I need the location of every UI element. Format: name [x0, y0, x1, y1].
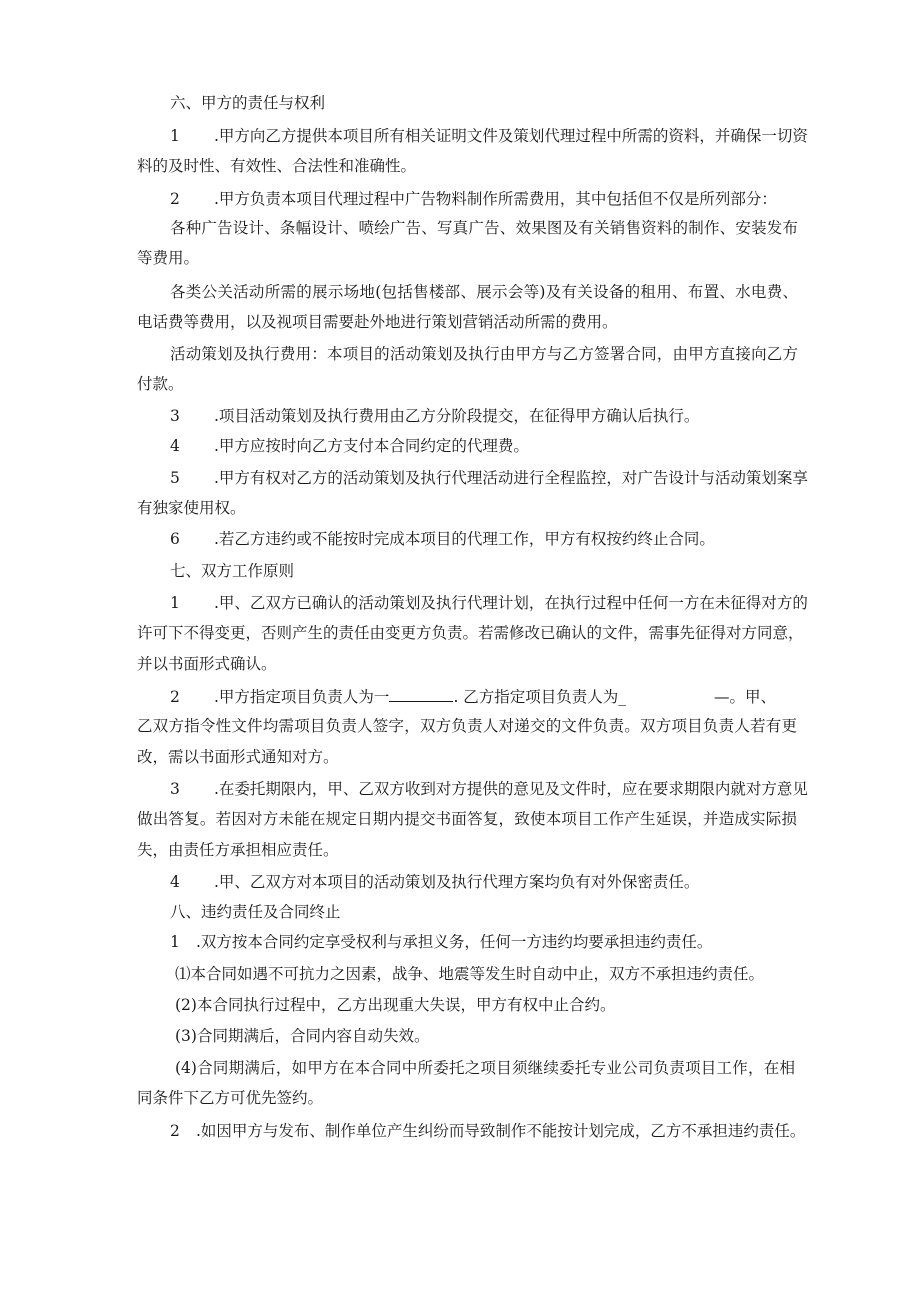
s7-item-1 [170, 592, 808, 614]
s6-item-2-sub2-cont: 电话费等费用，以及视项目需要赴外地进行策划营销活动所需的费用。 [137, 313, 618, 331]
s7-item-2 [170, 685, 798, 708]
item-number: 1 [170, 933, 180, 951]
item-number: 2 [170, 688, 180, 706]
item-text: .双方按本合同约定享受权利与承担义务，任何一方违约均要承担违约责任。 [196, 933, 713, 951]
item-text: .甲、乙双方对本项目的活动策划及执行代理方案均负有对外保密责任。 [214, 873, 700, 891]
s6-item-3 [170, 405, 798, 427]
s7-item-3-cont2: 失，由责任方承担相应责任。 [137, 841, 339, 859]
s8-sub-4: (4)合同期满后，如甲方在本合同中所委托之项目须继续委托专业公司负责项目工作，在相 [175, 1059, 795, 1077]
item-number: 4 [170, 873, 180, 891]
s8-sub-2: (2)本合同执行过程中，乙方出现重大失误，甲方有权中止合约。 [175, 996, 616, 1014]
item-number: 1 [170, 594, 180, 612]
item-number: 2 [170, 190, 180, 208]
s7-item-1-cont: 许可下不得变更，否则产生的责任由变更方负责。若需修改已确认的文件，需事先征得对方同意， [137, 624, 804, 642]
section-7-heading: 七、双方工作原则 [170, 562, 295, 580]
s6-item-2-sub3: 活动策划及执行费用：本项目的活动策划及执行由甲方与乙方签署合同，由甲方直接向乙方 [170, 345, 798, 363]
item-number: 3 [170, 407, 180, 425]
section-6-heading: 六、甲方的责任与权利 [170, 94, 326, 112]
item-number: 5 [170, 469, 180, 487]
s6-item-1 [170, 125, 808, 147]
section-8-heading: 八、违约责任及合同终止 [170, 903, 341, 921]
s6-item-2-sub1: 各种广告设计、条幅设计、喷绘广告、写真广告、效果图及有关销售资料的制作、安装发布 [170, 219, 798, 237]
s8-sub-3: (3)合同期满后，合同内容自动失效。 [175, 1027, 430, 1045]
s6-item-6 [170, 528, 798, 550]
s7-item-3 [170, 778, 808, 800]
item-text: —。甲、 [714, 688, 777, 706]
item-number: 6 [170, 530, 180, 548]
item-text: .在委托期限内，甲、乙双方收到对方提供的意见及文件时，应在要求期限内就对方意见 [214, 780, 808, 798]
item-text: .甲方向乙方提供本项目所有相关证明文件及策划代理过程中所需的资料，并确保一切资 [214, 127, 808, 145]
item-text: .甲方应按时向乙方支付本合同约定的代理费。 [214, 437, 529, 455]
s7-item-2-cont2: 改，需以书面形式通知对方。 [137, 748, 339, 766]
s8-sub-4-cont: 同条件下乙方可优先签约。 [137, 1089, 324, 1107]
s6-item-2 [170, 188, 798, 210]
item-number: 2 [170, 1122, 180, 1140]
item-text: . 乙方指定项目负责人为_ [453, 688, 627, 706]
s6-item-2-sub3-cont: 付款。 [137, 375, 184, 393]
s8-sub-1: ⑴本合同如遇不可抗力之因素，战争、地震等发生时自动中止，双方不承担违约责任。 [175, 965, 765, 983]
s6-item-2-sub2: 各类公关活动所需的展示场地(包括售楼部、展示会等)及有关设备的租用、布置、水电费、 [170, 283, 798, 301]
s7-item-1-cont2: 并以书面形式确认。 [137, 655, 277, 673]
item-number: 4 [170, 437, 180, 455]
s8-item-1 [170, 931, 798, 953]
item-number: 3 [170, 780, 180, 798]
s6-item-4 [170, 435, 798, 457]
item-text: .甲、乙双方已确认的活动策划及执行代理计划，在执行过程中任何一方在未征得对方的 [214, 594, 808, 612]
s6-item-5 [170, 467, 808, 489]
item-text: .甲方负责本项目代理过程中广告物料制作所需费用，其中包括但不仅是所列部分： [214, 190, 777, 208]
s7-item-3-cont: 做出答复。若因对方未能在规定日期内提交书面答复，致使本项目工作产生延误，并造成实际损 [137, 810, 797, 828]
s6-item-2-sub1-cont: 等费用。 [137, 249, 200, 267]
item-text: .若乙方违约或不能按时完成本项目的代理工作，甲方有权按约终止合同。 [214, 530, 715, 548]
party-a-manager-blank [389, 685, 453, 702]
item-text: .甲方指定项目负责人为一 [214, 688, 390, 706]
s6-item-1-cont: 料的及时性、有效性、合法性和准确性。 [137, 157, 417, 175]
item-text: .如因甲方与发布、制作单位产生纠纷而导致制作不能按计划完成，乙方不承担违约责任。 [196, 1122, 806, 1140]
item-number: 1 [170, 127, 180, 145]
s6-item-5-cont: 有独家使用权。 [137, 499, 246, 517]
s7-item-4 [170, 871, 798, 893]
item-text: .甲方有权对乙方的活动策划及执行代理活动进行全程监控，对广告设计与活动策划案享 [214, 469, 808, 487]
item-text: .项目活动策划及执行费用由乙方分阶段提交，在征得甲方确认后执行。 [214, 407, 700, 425]
s7-item-2-cont: 乙双方指令性文件均需项目负责人签字，双方负责人对递交的文件负责。双方项目负责人若有更 [137, 717, 797, 735]
s8-item-2 [170, 1120, 806, 1142]
